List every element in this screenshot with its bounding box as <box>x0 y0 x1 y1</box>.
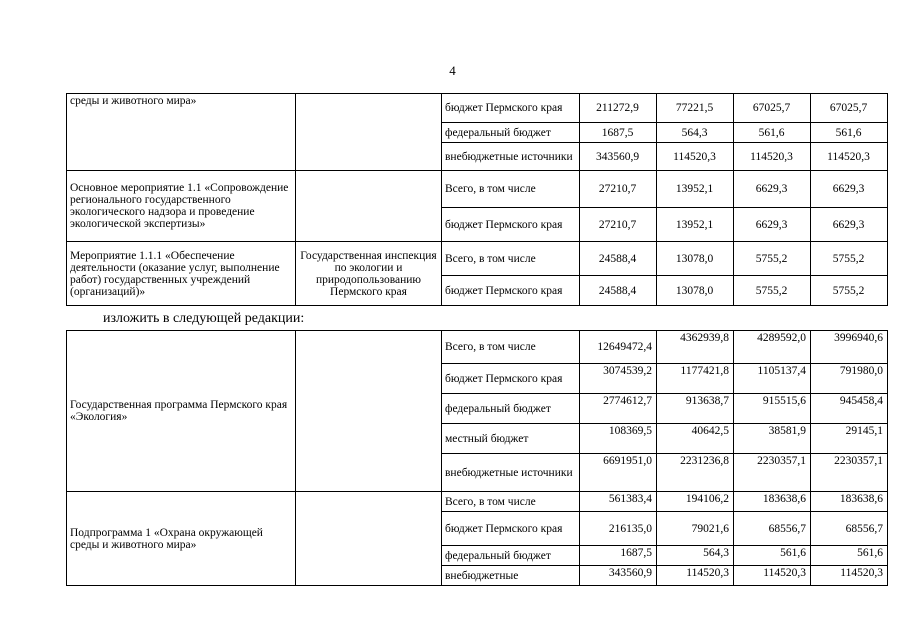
value-cell: 67025,7 <box>734 94 811 123</box>
value-cell: 4289592,0 <box>734 331 811 364</box>
funding-source: бюджет Пермского края <box>442 276 580 306</box>
value-cell: 3074539,2 <box>580 364 657 394</box>
program-name: Основное мероприятие 1.1 «Сопровождение регионального государственного экологического надзора и проведение экологической экспертизы» <box>67 171 296 242</box>
value-cell: 1687,5 <box>580 123 657 143</box>
value-cell: 13952,1 <box>657 208 734 242</box>
value-cell: 561383,4 <box>580 492 657 512</box>
value-cell: 1177421,8 <box>657 364 734 394</box>
value-cell: 24588,4 <box>580 242 657 276</box>
table-row <box>67 242 888 276</box>
value-cell: 27210,7 <box>580 171 657 208</box>
program-name: Мероприятие 1.1.1 «Обеспечение деятельности (оказание услуг, выполнение работ) государственных учреждений (организаций)» <box>67 242 296 306</box>
value-cell: 12649472,4 <box>580 331 657 364</box>
table-row <box>67 492 888 512</box>
table-row <box>67 331 888 364</box>
responsible <box>296 492 442 586</box>
value-cell: 1687,5 <box>580 546 657 566</box>
responsible: Государственная инспекция по экологии и природопользованию Пермского края <box>296 242 442 306</box>
value-cell: 114520,3 <box>734 143 811 171</box>
value-cell: 114520,3 <box>657 566 734 586</box>
value-cell: 4362939,8 <box>657 331 734 364</box>
value-cell: 915515,6 <box>734 394 811 424</box>
value-cell: 561,6 <box>811 546 888 566</box>
value-cell: 27210,7 <box>580 208 657 242</box>
value-cell: 13952,1 <box>657 171 734 208</box>
funding-source: Всего, в том числе <box>442 331 580 364</box>
value-cell: 913638,7 <box>657 394 734 424</box>
program-name: Государственная программа Пермского края «Экология» <box>67 331 296 492</box>
value-cell: 13078,0 <box>657 276 734 306</box>
responsible <box>296 94 442 171</box>
responsible <box>296 331 442 492</box>
value-cell: 114520,3 <box>734 566 811 586</box>
value-cell: 561,6 <box>811 123 888 143</box>
table-row <box>67 171 888 208</box>
value-cell: 216135,0 <box>580 512 657 546</box>
value-cell: 791980,0 <box>811 364 888 394</box>
value-cell: 2774612,7 <box>580 394 657 424</box>
page-number: 4 <box>449 63 456 78</box>
funding-source: внебюджетные <box>442 566 580 586</box>
value-cell: 561,6 <box>734 546 811 566</box>
funding-source: Всего, в том числе <box>442 171 580 208</box>
value-cell: 211272,9 <box>580 94 657 123</box>
funding-source: федеральный бюджет <box>442 123 580 143</box>
funding-source: бюджет Пермского края <box>442 94 580 123</box>
value-cell: 561,6 <box>734 123 811 143</box>
value-cell: 2230357,1 <box>734 454 811 492</box>
value-cell: 5755,2 <box>734 276 811 306</box>
amendment-caption: изложить в следующей редакции: <box>103 311 305 326</box>
value-cell: 2230357,1 <box>811 454 888 492</box>
funding-source: федеральный бюджет <box>442 546 580 566</box>
program-name: среды и животного мира» <box>67 94 296 171</box>
value-cell: 945458,4 <box>811 394 888 424</box>
value-cell: 5755,2 <box>734 242 811 276</box>
funding-source: внебюджетные источники <box>442 143 580 171</box>
value-cell: 5755,2 <box>811 242 888 276</box>
value-cell: 29145,1 <box>811 424 888 454</box>
funding-source: бюджет Пермского края <box>442 512 580 546</box>
table-row <box>67 94 888 123</box>
value-cell: 114520,3 <box>811 143 888 171</box>
value-cell: 68556,7 <box>734 512 811 546</box>
table-new <box>66 330 888 586</box>
value-cell: 108369,5 <box>580 424 657 454</box>
value-cell: 114520,3 <box>811 566 888 586</box>
funding-source: местный бюджет <box>442 424 580 454</box>
value-cell: 183638,6 <box>811 492 888 512</box>
responsible <box>296 171 442 242</box>
value-cell: 6629,3 <box>811 208 888 242</box>
funding-source: федеральный бюджет <box>442 394 580 424</box>
value-cell: 564,3 <box>657 123 734 143</box>
program-name: Подпрограмма 1 «Охрана окружающей среды и животного мира» <box>67 492 296 586</box>
value-cell: 5755,2 <box>811 276 888 306</box>
value-cell: 13078,0 <box>657 242 734 276</box>
value-cell: 6629,3 <box>811 171 888 208</box>
value-cell: 6629,3 <box>734 171 811 208</box>
value-cell: 67025,7 <box>811 94 888 123</box>
value-cell: 38581,9 <box>734 424 811 454</box>
value-cell: 6629,3 <box>734 208 811 242</box>
value-cell: 79021,6 <box>657 512 734 546</box>
funding-source: внебюджетные источники <box>442 454 580 492</box>
value-cell: 343560,9 <box>580 566 657 586</box>
value-cell: 24588,4 <box>580 276 657 306</box>
value-cell: 6691951,0 <box>580 454 657 492</box>
value-cell: 77221,5 <box>657 94 734 123</box>
value-cell: 114520,3 <box>657 143 734 171</box>
value-cell: 68556,7 <box>811 512 888 546</box>
funding-source: Всего, в том числе <box>442 492 580 512</box>
value-cell: 564,3 <box>657 546 734 566</box>
value-cell: 1105137,4 <box>734 364 811 394</box>
value-cell: 40642,5 <box>657 424 734 454</box>
funding-source: бюджет Пермского края <box>442 364 580 394</box>
value-cell: 194106,2 <box>657 492 734 512</box>
value-cell: 3996940,6 <box>811 331 888 364</box>
funding-source: бюджет Пермского края <box>442 208 580 242</box>
value-cell: 183638,6 <box>734 492 811 512</box>
value-cell: 2231236,8 <box>657 454 734 492</box>
table-old <box>66 93 888 306</box>
funding-source: Всего, в том числе <box>442 242 580 276</box>
value-cell: 343560,9 <box>580 143 657 171</box>
